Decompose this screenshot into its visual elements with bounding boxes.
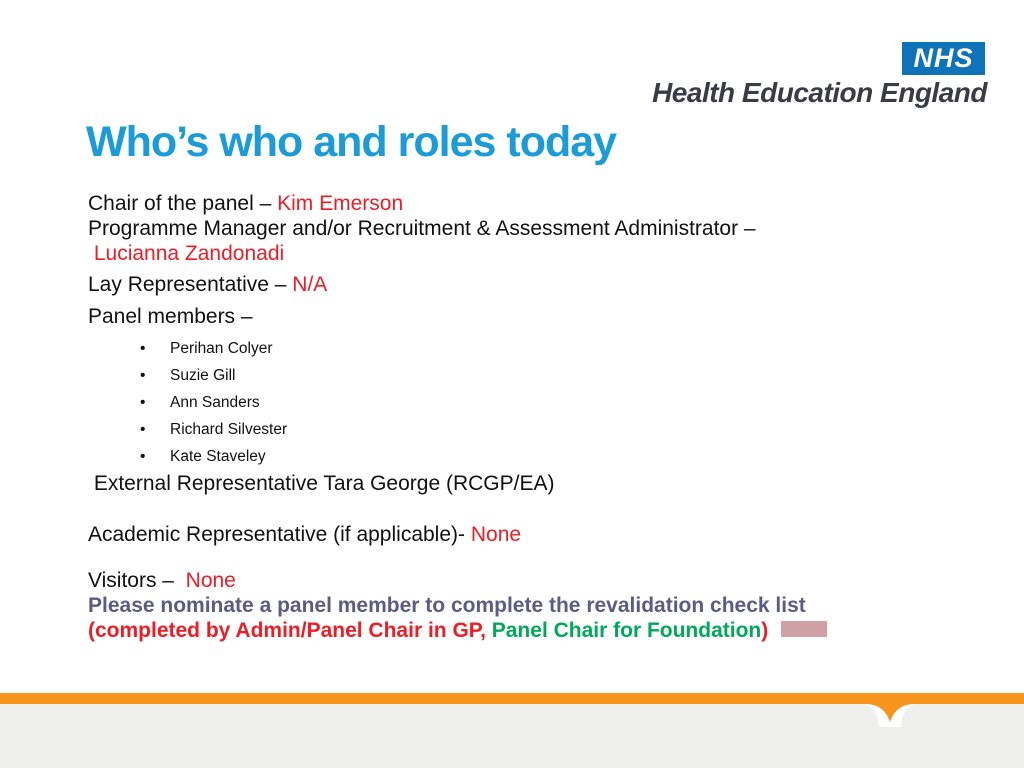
line-programme-manager [88, 216, 1008, 241]
text-segment: External Representative Tara George (RCGP/EA) [88, 472, 555, 495]
text-segment: None [470, 523, 522, 546]
panel-member-name: Perihan Colyer [170, 340, 273, 357]
panel-member-name: Ann Sanders [170, 394, 260, 411]
text-segment: Kim Emerson [277, 192, 404, 215]
panel-member-name: Kate Staveley [170, 448, 266, 465]
bullet-icon: • [140, 367, 146, 384]
org-wordmark: Health Education England [652, 77, 987, 108]
panel-member-name: Richard Silvester [170, 421, 288, 438]
text-segment: (completed by Admin/Panel Chair in GP, [88, 619, 492, 642]
text-segment: Visitors – [88, 569, 186, 592]
line-programme-manager-name [88, 241, 1008, 266]
text-segment: Panel members – [88, 305, 259, 328]
text-segment: Programme Manager and/or Recruitment & Assessment Administrator – [88, 217, 756, 240]
text-segment: Academic Representative (if applicable)- [88, 523, 471, 546]
faded-maroon-box [781, 621, 827, 637]
text-segment: Panel Chair for Foundation [491, 619, 762, 642]
nhs-logo-text: NHS [913, 43, 974, 73]
text-segment: None [185, 569, 236, 592]
line-panel-members-heading [88, 304, 1008, 329]
footer-notch-decoration [845, 693, 935, 738]
list-item [88, 443, 1008, 470]
text-segment: Lucianna Zandonadi [88, 242, 285, 265]
list-item [88, 389, 1008, 416]
panel-member-name: Suzie Gill [170, 367, 236, 384]
text-segment: N/A [292, 273, 328, 296]
list-item [88, 335, 1008, 362]
line-nominate-note [88, 593, 1008, 618]
panel-members-list [88, 335, 1008, 470]
line-completed-by-note [88, 618, 1008, 643]
list-item [88, 416, 1008, 443]
bullet-icon: • [140, 448, 146, 465]
text-segment: Chair of the panel – [88, 192, 278, 215]
text-segment: Please nominate a panel member to complete the revalidation check list [88, 594, 806, 617]
line-chair [88, 191, 1008, 216]
slide-body [88, 191, 1008, 643]
text-segment: ) [761, 619, 769, 642]
bullet-icon: • [140, 394, 146, 411]
line-visitors [88, 568, 1008, 593]
text-segment: Lay Representative – [88, 273, 293, 296]
list-item [88, 362, 1008, 389]
line-external-representative [88, 471, 1008, 496]
bullet-icon: • [140, 340, 146, 357]
bullet-icon: • [140, 421, 146, 438]
line-lay-representative [88, 272, 1008, 297]
line-academic-representative [88, 522, 1008, 547]
nhs-logo [902, 42, 985, 75]
slide-title: Who’s who and roles today [86, 118, 617, 166]
